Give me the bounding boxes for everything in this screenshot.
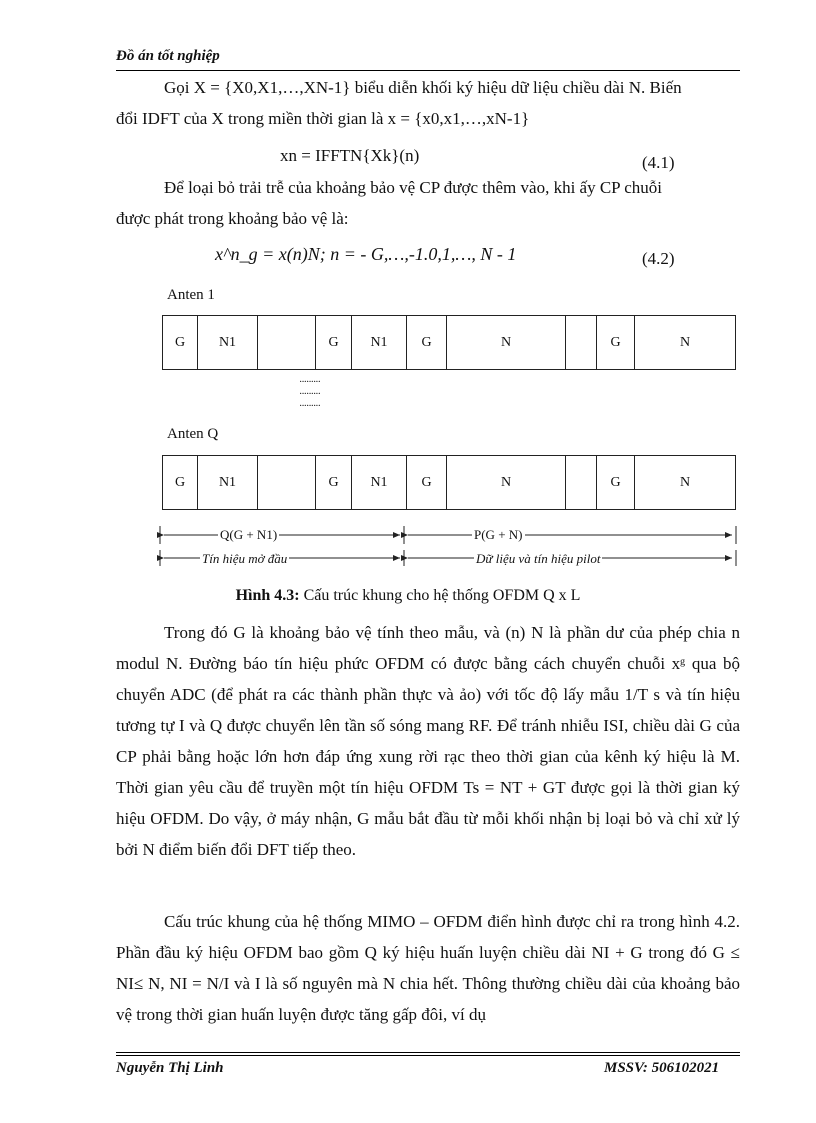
- segment-n1: N1: [198, 456, 258, 509]
- p3-text: Trong đó G là khoảng bảo vệ tính theo mẫu, và (n) N là phần dư của phép chia n modul N. Đường báo tín hiệu phức OFDM có được bằng cách chuyển chuỗi xᵍ qua bộ chuyển ADC (để phát ra các thành phần thực và ảo) với tốc độ lấy mẫu 1/T s và tín hiệu tương tự I và Q được chuyển lên tần số sóng mang RF. Để tránh nhiễu ISI, chiều dài G của CP phải bằng hoặc lớn hơn đáp ứng xung rời rạc theo thời gian của kênh ký hiệu là M. Thời gian yêu cầu để truyền một tín hiệu OFDM Ts = NT + GT được gọi là thời gian ký hiệu OFDM. Do vậy, ở máy nhận, G mẫu bắt đầu từ mỗi khối nhận bị loại bỏ và chỉ xử lý bởi N điểm biến đổi DFT tiếp theo.: [116, 623, 740, 859]
- ellipsis-dots-1: ·········: [299, 377, 320, 388]
- paragraph-3: [116, 617, 740, 865]
- header-rule: [116, 70, 740, 71]
- segment-guard: G: [597, 316, 635, 369]
- segment-n1: N1: [352, 316, 407, 369]
- segment-n: N: [679, 474, 691, 490]
- dim-label-data: Dữ liệu và tín hiệu pilot: [476, 551, 601, 566]
- segment-empty: [258, 316, 316, 369]
- p1-line1: Gọi X = {X0,X1,…,XN-1} biểu diễn khối ký hiệu dữ liệu chiều dài N. Biến: [164, 78, 682, 97]
- p2-line2: được phát trong khoảng bảo vệ là:: [116, 209, 349, 228]
- segment-guard: G: [316, 456, 352, 509]
- figure-caption-number: Hình 4.3:: [235, 587, 300, 604]
- segment-guard: G: [407, 456, 447, 509]
- footer-rule: [116, 1052, 740, 1053]
- footer-rule-2: [116, 1055, 740, 1056]
- equation-4-2-number: (4.2): [642, 249, 675, 268]
- segment-empty: [258, 456, 316, 509]
- antenna-1-label: Anten 1: [167, 287, 215, 303]
- p2-line1: Để loại bỏ trải trễ của khoảng bảo vệ CP được thêm vào, khi ấy CP chuỗi: [164, 178, 663, 197]
- page-header-title: Đồ án tốt nghiệp: [116, 48, 220, 64]
- equation-4-1-number: (4.1): [642, 153, 675, 172]
- segment-guard: G: [407, 316, 447, 369]
- dim-label-p: P(G + N): [474, 527, 523, 542]
- antenna-q-frame: [162, 455, 736, 510]
- segment-n1: N1: [352, 456, 407, 509]
- equation-4-1: xn = IFFTN{Xk}(n): [280, 146, 420, 165]
- segment-guard: G: [163, 456, 198, 509]
- segment-guard: G: [163, 316, 198, 369]
- ellipsis-dots-2: ·········: [299, 389, 320, 400]
- segment-n1: N1: [198, 316, 258, 369]
- p4-text: Cấu trúc khung của hệ thống MIMO – OFDM điển hình được chỉ ra trong hình 4.2. Phần đầu ký hiệu OFDM bao gồm Q ký hiệu huấn luyện chiều dài NI + G trong đó G ≤ NI≤ N, NI = N/I và I là số nguyên mà N chia hết. Thông thường chiều dài của khoảng bảo vệ trong thời gian huấn luyện được tăng gấp đôi, ví dụ: [116, 912, 740, 1024]
- segment-guard: G: [597, 456, 635, 509]
- p1-line2: đổi IDFT của X trong miền thời gian là x = {x0,x1,…,xN-1}: [116, 109, 530, 128]
- paragraph-4: [116, 906, 740, 1030]
- paragraph-2: [116, 172, 740, 234]
- figure-caption: [0, 587, 816, 605]
- segment-empty: [566, 316, 597, 369]
- antenna-q-label: Anten Q: [167, 426, 219, 442]
- segment-empty: [566, 456, 597, 509]
- segment-n: N: [447, 456, 566, 509]
- footer-student-id: MSSV: 506102021: [604, 1060, 720, 1076]
- dim-label-q: Q(G + N1): [220, 527, 278, 542]
- ellipsis-dots-3: ·········: [299, 401, 320, 412]
- antenna-1-frame: [162, 315, 736, 370]
- equation-4-2: x^n_g = x(n)N; n = - G,…,-1.0,1,…, N - 1: [215, 244, 517, 264]
- segment-n: N: [679, 334, 691, 350]
- segment-n: N: [447, 316, 566, 369]
- footer-author: Nguyễn Thị Linh: [116, 1060, 224, 1076]
- segment-guard: G: [316, 316, 352, 369]
- paragraph-1: [116, 72, 740, 134]
- figure-caption-text: Cấu trúc khung cho hệ thống OFDM Q x L: [299, 587, 581, 604]
- dim-label-preamble: Tín hiệu mở đầu: [202, 551, 288, 566]
